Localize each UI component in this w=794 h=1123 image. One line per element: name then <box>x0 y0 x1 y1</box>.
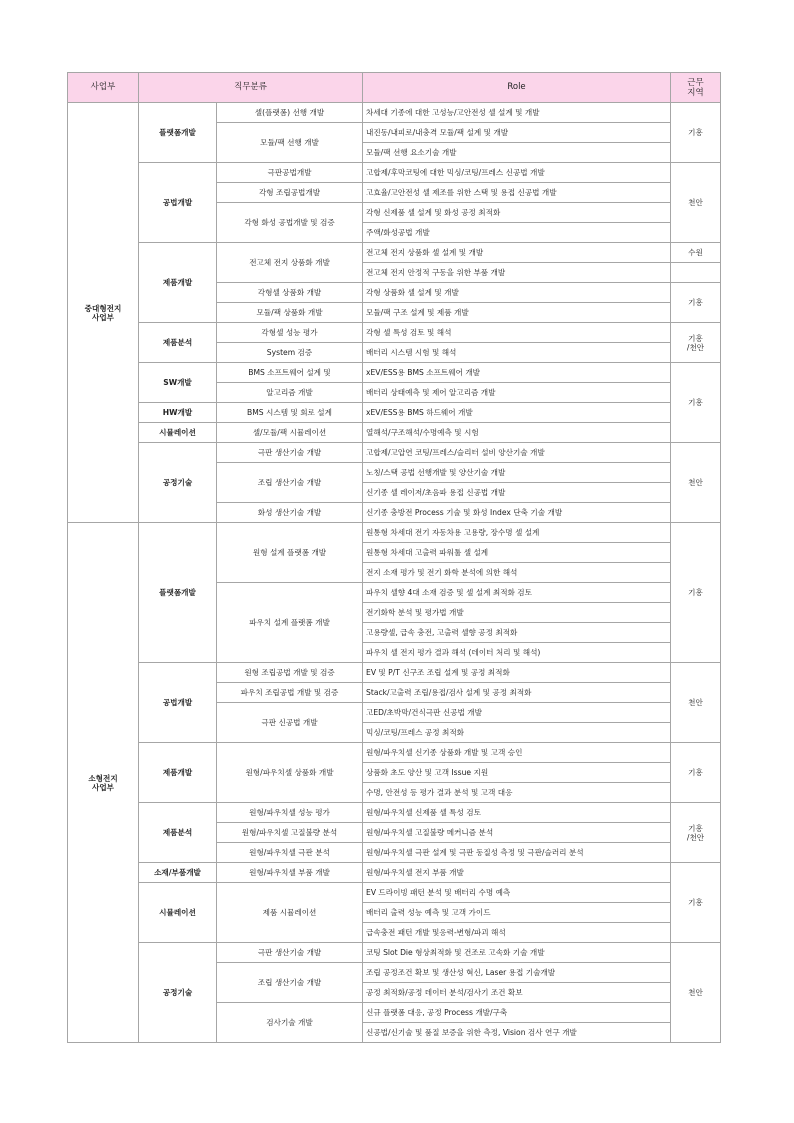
table-row <box>68 883 721 903</box>
role-cell: 각형 신제품 셀 설계 및 화성 공정 최적화 <box>363 203 671 223</box>
job-group-cell: 공법개발 <box>139 163 217 243</box>
role-cell: 고용량셀, 급속 충전, 고출력 셀향 공정 최적화 <box>363 623 671 643</box>
location-cell: 기흥 <box>671 863 721 943</box>
role-cell: 조립 공정조건 확보 및 생산성 혁신, Laser 용접 기술개발 <box>363 963 671 983</box>
role-cell: xEV/ESS용 BMS 하드웨어 개발 <box>363 403 671 423</box>
job-classification-document <box>67 72 720 1043</box>
location-cell: 기흥 <box>671 363 721 443</box>
job-group-cell: 플랫폼개발 <box>139 103 217 163</box>
role-cell: 수명, 안전성 등 평가 결과 분석 및 고객 대응 <box>363 783 671 803</box>
role-cell: 상품화 초도 양산 및 고객 Issue 지원 <box>363 763 671 783</box>
table-row <box>68 363 721 383</box>
business-unit-cell: 소형전지 사업부 <box>68 523 139 1043</box>
table-row <box>68 863 721 883</box>
table-row <box>68 943 721 963</box>
role-cell: 신기종 충방전 Process 기술 및 화성 Index 단축 기술 개발 <box>363 503 671 523</box>
location-cell <box>671 263 721 283</box>
job-group-cell: 공정기술 <box>139 943 217 1043</box>
job-name-cell: System 검증 <box>217 343 363 363</box>
location-cell: 천안 <box>671 943 721 1043</box>
job-group-cell: 제품개발 <box>139 743 217 803</box>
table-row <box>68 443 721 463</box>
role-cell: 모듈/팩 선행 요소기술 개발 <box>363 143 671 163</box>
role-cell: 원형/파우치셀 고질불량 메커니즘 분석 <box>363 823 671 843</box>
job-name-cell: 전고체 전지 상품화 개발 <box>217 243 363 283</box>
business-unit-cell: 중대형전지 사업부 <box>68 103 139 523</box>
job-name-cell: 검사기술 개발 <box>217 1003 363 1043</box>
job-group-cell: 플랫폼개발 <box>139 523 217 663</box>
job-name-cell: 조립 생산기술 개발 <box>217 463 363 503</box>
role-cell: 파우치 셀향 4대 소재 검증 및 셀 설계 최적화 검토 <box>363 583 671 603</box>
location-cell: 천안 <box>671 163 721 243</box>
table-row <box>68 403 721 423</box>
job-name-cell: 파우치 조립공법 개발 및 검증 <box>217 683 363 703</box>
table-header-row <box>68 73 721 103</box>
role-cell: 배터리 출력 성능 예측 및 고객 가이드 <box>363 903 671 923</box>
location-cell: 기흥 <box>671 743 721 803</box>
job-name-cell: 각형 화성 공법개발 및 검증 <box>217 203 363 243</box>
role-cell: 원형/파우치셀 극판 설계 및 극판 동질성 측정 및 극판/슬러리 분석 <box>363 843 671 863</box>
role-cell: 열해석/구조해석/수명예측 및 시험 <box>363 423 671 443</box>
table-row <box>68 103 721 123</box>
job-name-cell: 각형 조립공법개발 <box>217 183 363 203</box>
location-cell: 기흥 /천안 <box>671 323 721 363</box>
job-group-cell: 소재/부품개발 <box>139 863 217 883</box>
role-cell: 고합제/후막코팅에 대한 믹싱/코팅/프레스 신공법 개발 <box>363 163 671 183</box>
job-name-cell: 원형 설계 플랫폼 개발 <box>217 523 363 583</box>
table-row <box>68 663 721 683</box>
job-name-cell: 극판 생산기술 개발 <box>217 943 363 963</box>
job-name-cell: 제품 시뮬레이션 <box>217 883 363 943</box>
location-cell: 수원 <box>671 243 721 263</box>
location-cell: 천안 <box>671 443 721 523</box>
job-name-cell: 각형셀 성능 평가 <box>217 323 363 343</box>
job-group-cell: 시뮬레이션 <box>139 883 217 943</box>
job-name-cell: 원형/파우치셀 성능 평가 <box>217 803 363 823</box>
role-cell: 원형/파우치셀 신제품 셀 특성 검토 <box>363 803 671 823</box>
role-cell: EV 드라이빙 패턴 분석 및 배터리 수명 예측 <box>363 883 671 903</box>
role-cell: 코팅 Slot Die 형상최적화 및 건조로 고속화 기술 개발 <box>363 943 671 963</box>
role-cell: 배터리 상태예측 및 제어 알고리즘 개발 <box>363 383 671 403</box>
job-group-cell: 시뮬레이션 <box>139 423 217 443</box>
job-group-cell: SW개발 <box>139 363 217 403</box>
role-cell: 원통형 차세대 전기 자동차용 고용량, 장수명 셀 설계 <box>363 523 671 543</box>
role-cell: 노칭/스택 공법 선행개발 및 양산기술 개발 <box>363 463 671 483</box>
role-cell: 전고체 전지 상품화 셀 설계 및 개발 <box>363 243 671 263</box>
table-row <box>68 423 721 443</box>
job-name-cell: 셀(플랫폼) 선행 개발 <box>217 103 363 123</box>
role-cell: 원통형 차세대 고출력 파워툴 셀 설계 <box>363 543 671 563</box>
location-cell: 기흥 <box>671 103 721 163</box>
job-name-cell: 극판 생산기술 개발 <box>217 443 363 463</box>
table-row <box>68 523 721 543</box>
header-business: 사업부 <box>68 73 139 103</box>
role-cell: 배터리 시스템 시험 및 해석 <box>363 343 671 363</box>
role-cell: 고ED/초박막/건식극판 신공법 개발 <box>363 703 671 723</box>
job-name-cell: 원형 조립공법 개발 및 검증 <box>217 663 363 683</box>
table-row <box>68 163 721 183</box>
role-cell: 원형/파우치셀 전지 부품 개발 <box>363 863 671 883</box>
job-name-cell: 원형/파우치셀 극판 분석 <box>217 843 363 863</box>
table-row <box>68 743 721 763</box>
job-name-cell: 조립 생산기술 개발 <box>217 963 363 1003</box>
job-group-cell: HW개발 <box>139 403 217 423</box>
job-name-cell: 원형/파우치셀 부품 개발 <box>217 863 363 883</box>
role-cell: 전기화학 분석 및 평가법 개발 <box>363 603 671 623</box>
role-cell: 전고체 전지 안정적 구동을 위한 부품 개발 <box>363 263 671 283</box>
job-name-cell: BMS 시스템 및 회로 설계 <box>217 403 363 423</box>
job-name-cell: BMS 소프트웨어 설계 및 <box>217 363 363 383</box>
role-cell: 각형 셀 특성 검토 및 해석 <box>363 323 671 343</box>
header-role: Role <box>363 73 671 103</box>
job-name-cell: 화성 생산기술 개발 <box>217 503 363 523</box>
table-row <box>68 243 721 263</box>
role-cell: 고효율/고안전성 셀 제조를 위한 스택 및 용접 신공법 개발 <box>363 183 671 203</box>
location-cell: 기흥 <box>671 523 721 663</box>
role-cell: 공정 최적화/공정 데이터 분석/검사기 조건 확보 <box>363 983 671 1003</box>
table-row <box>68 803 721 823</box>
location-cell: 천안 <box>671 663 721 743</box>
header-job-category: 직무분류 <box>139 73 363 103</box>
role-cell: 신기종 셀 레이저/초음파 용접 신공법 개발 <box>363 483 671 503</box>
role-cell: 차세대 기종에 대한 고성능/고안전성 셀 설계 및 개발 <box>363 103 671 123</box>
job-name-cell: 파우치 설계 플랫폼 개발 <box>217 583 363 663</box>
job-table <box>67 72 721 1043</box>
job-name-cell: 모듈/팩 상품화 개발 <box>217 303 363 323</box>
role-cell: 급속충전 패턴 개발 및응력-변형/파괴 해석 <box>363 923 671 943</box>
role-cell: xEV/ESS용 BMS 소프트웨어 개발 <box>363 363 671 383</box>
job-name-cell: 각형셀 상품화 개발 <box>217 283 363 303</box>
table-row <box>68 323 721 343</box>
role-cell: 고합제/고압연 코팅/프레스/슬리터 설비 양산기술 개발 <box>363 443 671 463</box>
job-name-cell: 원형/파우치셀 상품화 개발 <box>217 743 363 803</box>
job-name-cell: 셀/모듈/팩 시뮬레이션 <box>217 423 363 443</box>
job-name-cell: 극판공법개발 <box>217 163 363 183</box>
role-cell: 모듈/팩 구조 설계 및 제품 개발 <box>363 303 671 323</box>
location-cell: 기흥 <box>671 283 721 323</box>
role-cell: 내진동/내피로/내충격 모듈/팩 설계 및 개발 <box>363 123 671 143</box>
location-cell: 기흥 /천안 <box>671 803 721 863</box>
job-name-cell: 극판 신공법 개발 <box>217 703 363 743</box>
job-group-cell: 공정기술 <box>139 443 217 523</box>
job-name-cell: 원형/파우치셀 고질불량 분석 <box>217 823 363 843</box>
role-cell: 신규 플랫폼 대응, 공정 Process 개발/구축 <box>363 1003 671 1023</box>
role-cell: 주액/화성공법 개발 <box>363 223 671 243</box>
role-cell: 파우치 셀 전지 평가 결과 해석 (데이터 처리 및 해석) <box>363 643 671 663</box>
job-group-cell: 제품분석 <box>139 803 217 863</box>
role-cell: 신공법/신기술 및 품질 보증을 위한 측정, Vision 검사 연구 개발 <box>363 1023 671 1043</box>
role-cell: 전지 소재 평가 및 전기 화학 분석에 의한 해석 <box>363 563 671 583</box>
role-cell: 각형 상품화 셀 설계 및 개발 <box>363 283 671 303</box>
role-cell: 믹싱/코팅/프레스 공정 최적화 <box>363 723 671 743</box>
job-name-cell: 모듈/팩 선행 개발 <box>217 123 363 163</box>
role-cell: Stack/고출력 조립/용접/검사 설계 및 공정 최적화 <box>363 683 671 703</box>
table-body <box>68 103 721 1043</box>
header-location: 근무 지역 <box>671 73 721 103</box>
role-cell: 원형/파우치셀 신기종 상품화 개발 및 고객 승인 <box>363 743 671 763</box>
job-group-cell: 공법개발 <box>139 663 217 743</box>
job-name-cell: 알고리즘 개발 <box>217 383 363 403</box>
job-group-cell: 제품분석 <box>139 323 217 363</box>
job-group-cell: 제품개발 <box>139 243 217 323</box>
role-cell: EV 및 P/T 신구조 조립 설계 및 공정 최적화 <box>363 663 671 683</box>
